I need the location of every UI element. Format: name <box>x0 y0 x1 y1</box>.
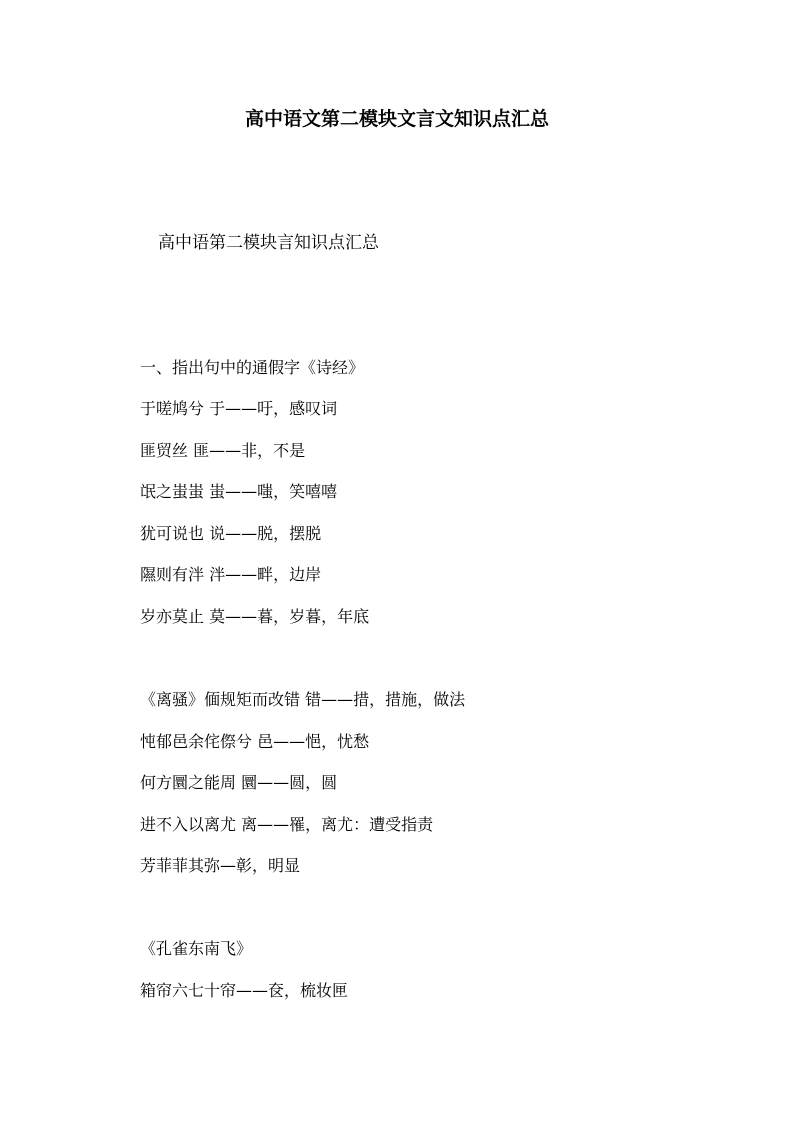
section-heading-lisao: 《离骚》偭规矩而改错 错——措，措施，做法 <box>140 690 466 709</box>
text-line: 匪贸丝 匪——非，不是 <box>140 441 306 460</box>
text-line: 于嗟鸠兮 于——吁，感叹词 <box>140 399 338 418</box>
text-line: 何方圜之能周 圜——圆，圆 <box>140 773 338 792</box>
section-heading-shijing: 一、指出句中的通假字《诗经》 <box>140 358 365 377</box>
text-line: 芳菲菲其弥—彰，明显 <box>140 856 301 875</box>
text-line: 岁亦莫止 莫——暮，岁暮，年底 <box>140 607 370 626</box>
text-line: 忳郁邑余侘傺兮 邑——悒，忧愁 <box>140 732 370 751</box>
text-line: 犹可说也 说——脱，摆脱 <box>140 524 322 543</box>
document-subtitle: 高中语第二模块言知识点汇总 <box>158 233 379 253</box>
text-line: 隰则有泮 泮——畔，边岸 <box>140 565 322 584</box>
text-line: 箱帘六七十帘——奁，梳妆匣 <box>140 981 349 1000</box>
document-title: 高中语文第二模块文言文知识点汇总 <box>244 108 549 130</box>
text-line: 氓之蚩蚩 蚩——嗤，笑嘻嘻 <box>140 482 338 501</box>
section-heading-kongque: 《孔雀东南飞》 <box>140 939 253 958</box>
text-line: 进不入以离尤 离——罹，离尤：遭受指责 <box>140 815 434 834</box>
